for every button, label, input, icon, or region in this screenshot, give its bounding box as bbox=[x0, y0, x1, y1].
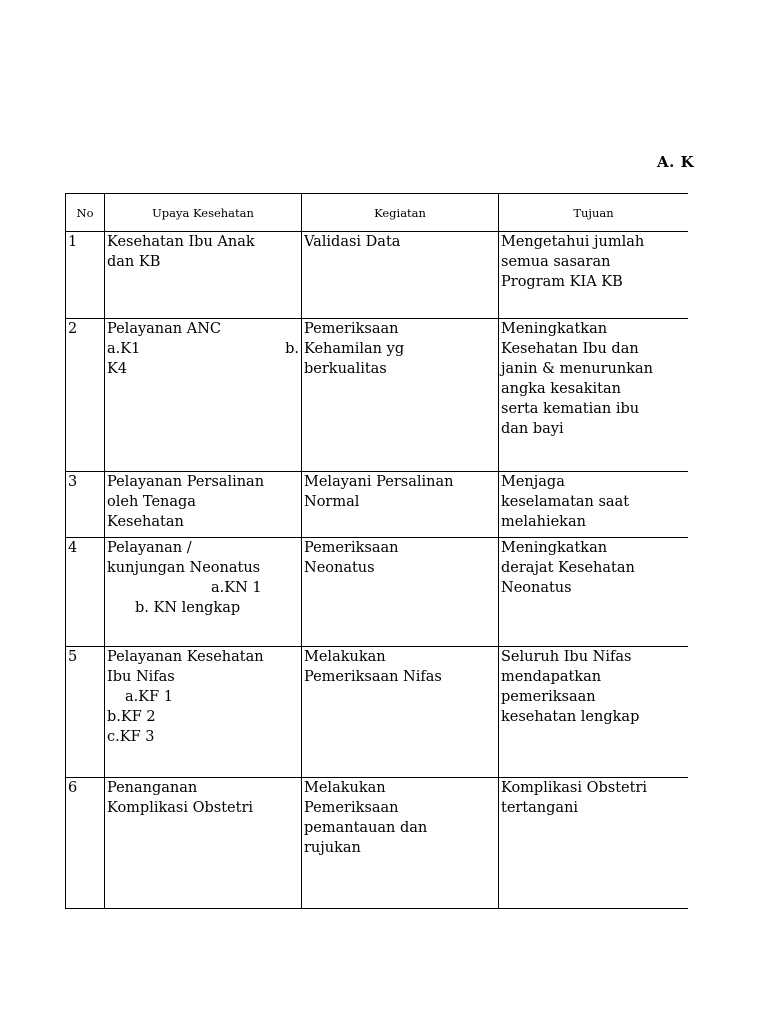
cell-line: kunjungan Neonatus bbox=[107, 560, 261, 576]
row-number: 5 bbox=[66, 647, 105, 778]
table-row bbox=[66, 647, 689, 778]
cell-line: c.KF 3 bbox=[107, 729, 155, 745]
cell-line: Validasi Data bbox=[304, 234, 401, 250]
cell-line: Meningkatkan bbox=[501, 321, 608, 337]
cell-kegiatan bbox=[302, 647, 499, 778]
cell-upaya bbox=[105, 472, 302, 538]
cell-line: b. KN lengkap bbox=[135, 600, 241, 616]
cell-line: Mengetahui jumlah bbox=[501, 234, 645, 250]
cell-line: Pemeriksaan Nifas bbox=[304, 669, 442, 685]
cell-kegiatan bbox=[302, 319, 499, 472]
table-row bbox=[66, 232, 689, 319]
cell-line: Pemeriksaan bbox=[304, 540, 399, 556]
cell-line: Pelayanan Kesehatan bbox=[107, 649, 264, 665]
cell-line: kesehatan lengkap bbox=[501, 709, 640, 725]
cell-line: a.KN 1 bbox=[211, 580, 262, 596]
cell-tujuan bbox=[499, 232, 689, 319]
cell-line: angka kesakitan bbox=[501, 381, 621, 397]
table-row bbox=[66, 538, 689, 647]
cell-line: rujukan bbox=[304, 840, 361, 856]
cell-line: berkualitas bbox=[304, 361, 387, 377]
cell-line: janin & menurunkan bbox=[501, 361, 653, 377]
cell-upaya bbox=[105, 647, 302, 778]
cell-kegiatan bbox=[302, 472, 499, 538]
cell-line: Melayani Persalinan bbox=[304, 474, 454, 490]
cell-upaya bbox=[105, 232, 302, 319]
cell-line: Pelayanan / bbox=[107, 540, 192, 556]
section-heading: A. K bbox=[657, 153, 695, 171]
row-number: 1 bbox=[66, 232, 105, 319]
cell-line: keselamatan saat bbox=[501, 494, 630, 510]
row-number: 6 bbox=[66, 778, 105, 909]
cell-line: Menjaga bbox=[501, 474, 565, 490]
cell-line: derajat Kesehatan bbox=[501, 560, 635, 576]
cell-line: Melakukan bbox=[304, 649, 386, 665]
cell-kegiatan bbox=[302, 538, 499, 647]
cell-line: Penanganan bbox=[107, 780, 198, 796]
cell-line: a.K1 bbox=[107, 341, 141, 357]
cell-tujuan bbox=[499, 647, 689, 778]
cell-line: Pelayanan Persalinan bbox=[107, 474, 265, 490]
cell-upaya bbox=[105, 319, 302, 472]
cell-line: Kesehatan bbox=[107, 514, 184, 530]
cell-kegiatan bbox=[302, 778, 499, 909]
row-number: 2 bbox=[66, 319, 105, 472]
cell-line: pemeriksaan bbox=[501, 689, 596, 705]
cell-line: dan KB bbox=[107, 254, 161, 270]
cell-line: mendapatkan bbox=[501, 669, 602, 685]
table-row bbox=[66, 472, 689, 538]
health-program-table bbox=[65, 193, 688, 909]
cell-line: Kesehatan Ibu dan bbox=[501, 341, 639, 357]
table-header-row bbox=[66, 194, 689, 232]
cell-line: Pelayanan ANC bbox=[107, 321, 221, 337]
cell-line: Neonatus bbox=[304, 560, 375, 576]
cell-line: Komplikasi Obstetri bbox=[107, 800, 254, 816]
cell-kegiatan bbox=[302, 232, 499, 319]
cell-line-split bbox=[107, 339, 299, 359]
cell-line: melahiekan bbox=[501, 514, 586, 530]
cell-line: Ibu Nifas bbox=[107, 669, 175, 685]
header-kegiatan: Kegiatan bbox=[302, 194, 499, 232]
cell-line: Meningkatkan bbox=[501, 540, 608, 556]
cell-line: Program KIA KB bbox=[501, 274, 623, 290]
header-tujuan: Tujuan bbox=[499, 194, 689, 232]
cell-tujuan bbox=[499, 472, 689, 538]
cell-tujuan bbox=[499, 778, 689, 909]
cell-line: semua sasaran bbox=[501, 254, 611, 270]
cell-line: Melakukan bbox=[304, 780, 386, 796]
cell-tujuan bbox=[499, 538, 689, 647]
cell-line: serta kematian ibu bbox=[501, 401, 640, 417]
cell-line: a.KF 1 bbox=[125, 689, 173, 705]
cell-line: Komplikasi Obstetri bbox=[501, 780, 648, 796]
cell-line: Pemeriksaan bbox=[304, 321, 399, 337]
cell-line: Seluruh Ibu Nifas bbox=[501, 649, 632, 665]
cell-upaya bbox=[105, 778, 302, 909]
header-upaya-kesehatan: Upaya Kesehatan bbox=[105, 194, 302, 232]
header-no: No bbox=[66, 194, 105, 232]
cell-line: oleh Tenaga bbox=[107, 494, 196, 510]
cell-line: tertangani bbox=[501, 800, 579, 816]
cell-line: Kehamilan yg bbox=[304, 341, 405, 357]
cell-line: dan bayi bbox=[501, 421, 564, 437]
row-number: 4 bbox=[66, 538, 105, 647]
row-number: 3 bbox=[66, 472, 105, 538]
cell-tujuan bbox=[499, 319, 689, 472]
cell-line: b. bbox=[285, 341, 299, 357]
table-row bbox=[66, 778, 689, 909]
table-row bbox=[66, 319, 689, 472]
cell-line: K4 bbox=[107, 361, 128, 377]
cell-line: pemantauan dan bbox=[304, 820, 428, 836]
cell-line: Kesehatan Ibu Anak bbox=[107, 234, 255, 250]
cell-line: Neonatus bbox=[501, 580, 572, 596]
cell-line: b.KF 2 bbox=[107, 709, 156, 725]
cell-line: Normal bbox=[304, 494, 360, 510]
cell-line: Pemeriksaan bbox=[304, 800, 399, 816]
cell-upaya bbox=[105, 538, 302, 647]
